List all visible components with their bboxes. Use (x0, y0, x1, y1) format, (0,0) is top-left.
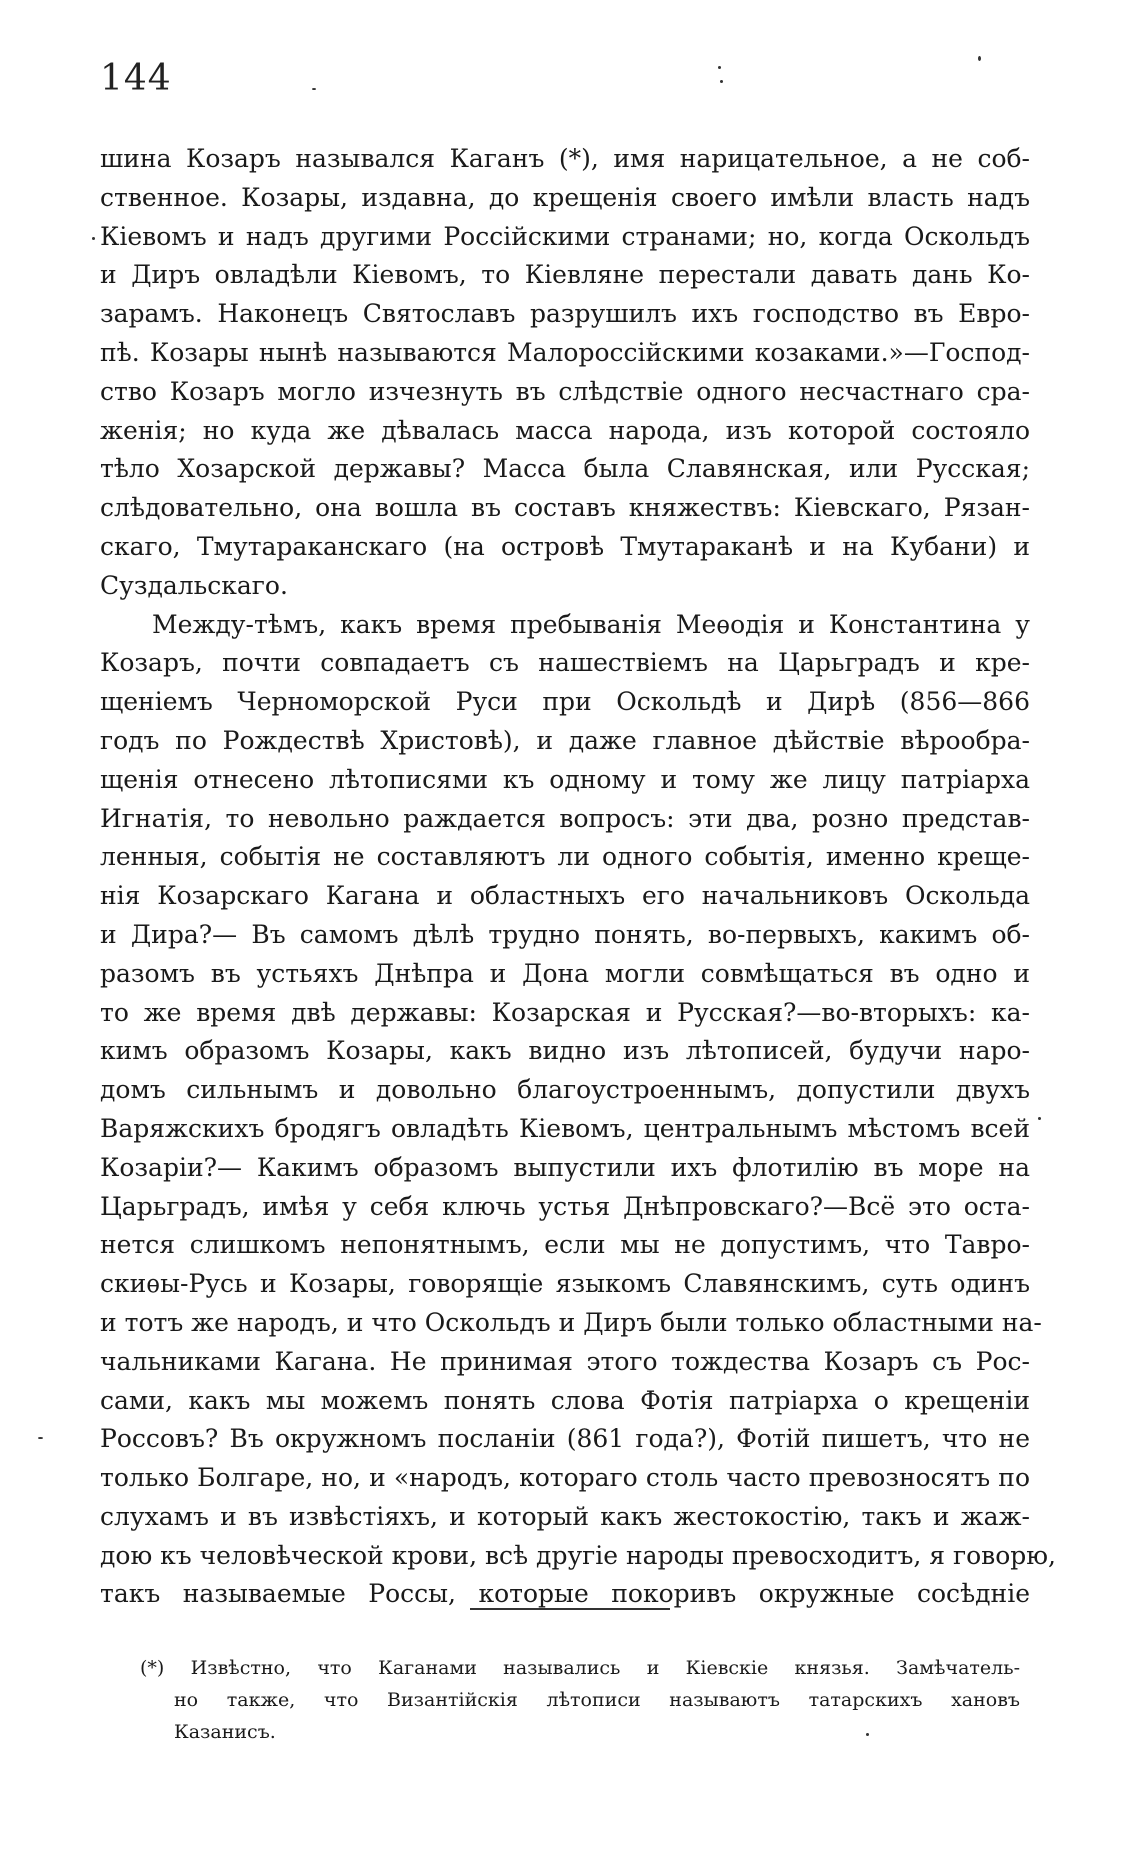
text-line: нія Козарскаго Кагана и областныхъ его начальниковъ Оскольда (100, 881, 1030, 911)
text-line: шина Козаръ назывался Каганъ (*), имя нарицательное, а не соб- (100, 144, 1030, 173)
text-line: Царьградъ, имѣя у себя ключь устья Днѣпровскаго?—Всё это оста- (100, 1191, 1030, 1221)
text-line: то же время двѣ державы: Козарская и Русская?—во-вторыхъ: ка- (100, 997, 1030, 1027)
text-line: ленныя, событія не составляютъ ли одного событія, именно крещe- (100, 842, 1030, 872)
text-line: слухамъ и въ извѣстіяхъ, и который какъ жестокостію, такъ и жаж- (100, 1501, 1030, 1531)
text-line: разомъ въ устьяхъ Днѣпра и Дона могли совмѣщаться въ одно и (100, 958, 1030, 988)
text-line: и Диръ овладѣли Кіевомъ, то Кіевляне перестали давать дань Ко- (100, 260, 1030, 290)
footnote (140, 1652, 1020, 1748)
text-line: и тотъ же народъ, и что Оскольдъ и Диръ были только областными на- (100, 1307, 1042, 1337)
text-line: дою къ человѣческой крови, всѣ другіе народы превосходитъ, я говорю, (100, 1540, 1056, 1570)
footnote-divider (470, 1608, 670, 1610)
text-line: Козаріи?— Какимъ образомъ выпустили ихъ флотилію въ море на (100, 1152, 1030, 1182)
ink-speck (720, 80, 723, 83)
text-line: щенія отнесено лѣтописями къ одному и тому же лицу патріарха (100, 764, 1030, 794)
text-line: Козаръ, почти совпадаетъ съ нашествіемъ на Царьградъ и кре- (100, 648, 1030, 678)
text-line: домъ сильнымъ и довольно благоустроеннымъ, допустили двухъ (100, 1075, 1030, 1105)
ink-speck (1038, 1117, 1041, 1120)
text-line: щеніемъ Черноморской Руси при Оскольдѣ и Дирѣ (856—866 (100, 687, 1030, 717)
ink-speck (38, 1437, 43, 1439)
ink-speck (978, 56, 981, 61)
text-line: женія; но куда же дѣвалась масса народа, изъ которой состояло (100, 415, 1030, 445)
text-line: Россовъ? Въ окружномъ посланіи (861 года?), Фотій пишетъ, что не (100, 1424, 1030, 1454)
text-line: и Дира?— Въ самомъ дѣлѣ трудно понять, во-первыхъ, какимъ об- (100, 919, 1030, 949)
text-line: зарамъ. Наконецъ Святославъ разрушилъ ихъ господство въ Евро- (100, 299, 1030, 329)
text-line: Варяжскихъ бродягъ овладѣть Кіевомъ, центральнымъ мѣстомъ всей (100, 1113, 1030, 1143)
text-line: Игнатія, то невольно раждается вопросъ: эти два, розно представ- (100, 803, 1030, 833)
text-line: сами, какъ мы можемъ понять слова Фотія патріарха о крещеніи (100, 1385, 1030, 1415)
text-line: ство Козаръ могло изчезнуть въ слѣдствіе одного несчастнаго сра- (100, 376, 1030, 406)
ink-speck (92, 237, 95, 240)
ink-speck (866, 1733, 869, 1736)
text-line: пѣ. Козары нынѣ называются Малороссійскими козаками.»—Господ- (100, 337, 1030, 367)
text-line: Между-тѣмъ, какъ время пребыванія Меѳодія и Константина у (152, 609, 1030, 639)
footnote-line: но также, что Византійскія лѣтописи называютъ татарскихъ хановъ (174, 1689, 1020, 1711)
text-line: только Болгаре, но, и «народъ, котораго столь часто превозносятъ по (100, 1463, 1030, 1493)
text-line: чальниками Кагана. Не принимая этого тождества Козаръ съ Рос- (100, 1346, 1030, 1376)
text-line: тѣло Хозарской державы? Масса была Славянская, или Русская; (100, 454, 1030, 484)
text-line: Суздальскаго. (100, 570, 288, 600)
text-line: слѣдовательно, она вошла въ составъ княжествъ: Кіевскаго, Рязан- (100, 493, 1030, 523)
text-line: Кіевомъ и надъ другими Россійскими странами; но, когда Оскольдъ (100, 221, 1030, 251)
ink-speck (718, 66, 721, 69)
main-text (100, 140, 1056, 1614)
text-line: нется слишкомъ непонятнымъ, если мы не допустимъ, что Тавро- (100, 1230, 1030, 1260)
footnote-line: Казанисъ. (174, 1721, 276, 1743)
text-line: скиѳы-Русь и Козары, говорящіе языкомъ Славянскимъ, суть одинъ (100, 1269, 1030, 1299)
page-number: 144 (100, 58, 172, 99)
text-line: скаго, Тмутараканскаго (на островѣ Тмутараканѣ и на Кубани) и (100, 531, 1030, 561)
text-line: ственное. Козары, издавна, до крещенія своего имѣли власть надъ (100, 182, 1030, 212)
text-line: годъ по Рождествѣ Христовѣ), и даже главное дѣйствіе вѣрообра- (100, 725, 1030, 755)
text-line: кимъ образомъ Козары, какъ видно изъ лѣтописей, будучи наро- (100, 1036, 1030, 1066)
text-line: такъ называемые Россы, которые покоривъ окружные сосѣдніе (100, 1579, 1030, 1609)
ink-speck (312, 88, 316, 90)
footnote-line: (*) Извѣстно, что Каганами назывались и Кіевскіе князья. Замѣчатель- (140, 1657, 1020, 1679)
